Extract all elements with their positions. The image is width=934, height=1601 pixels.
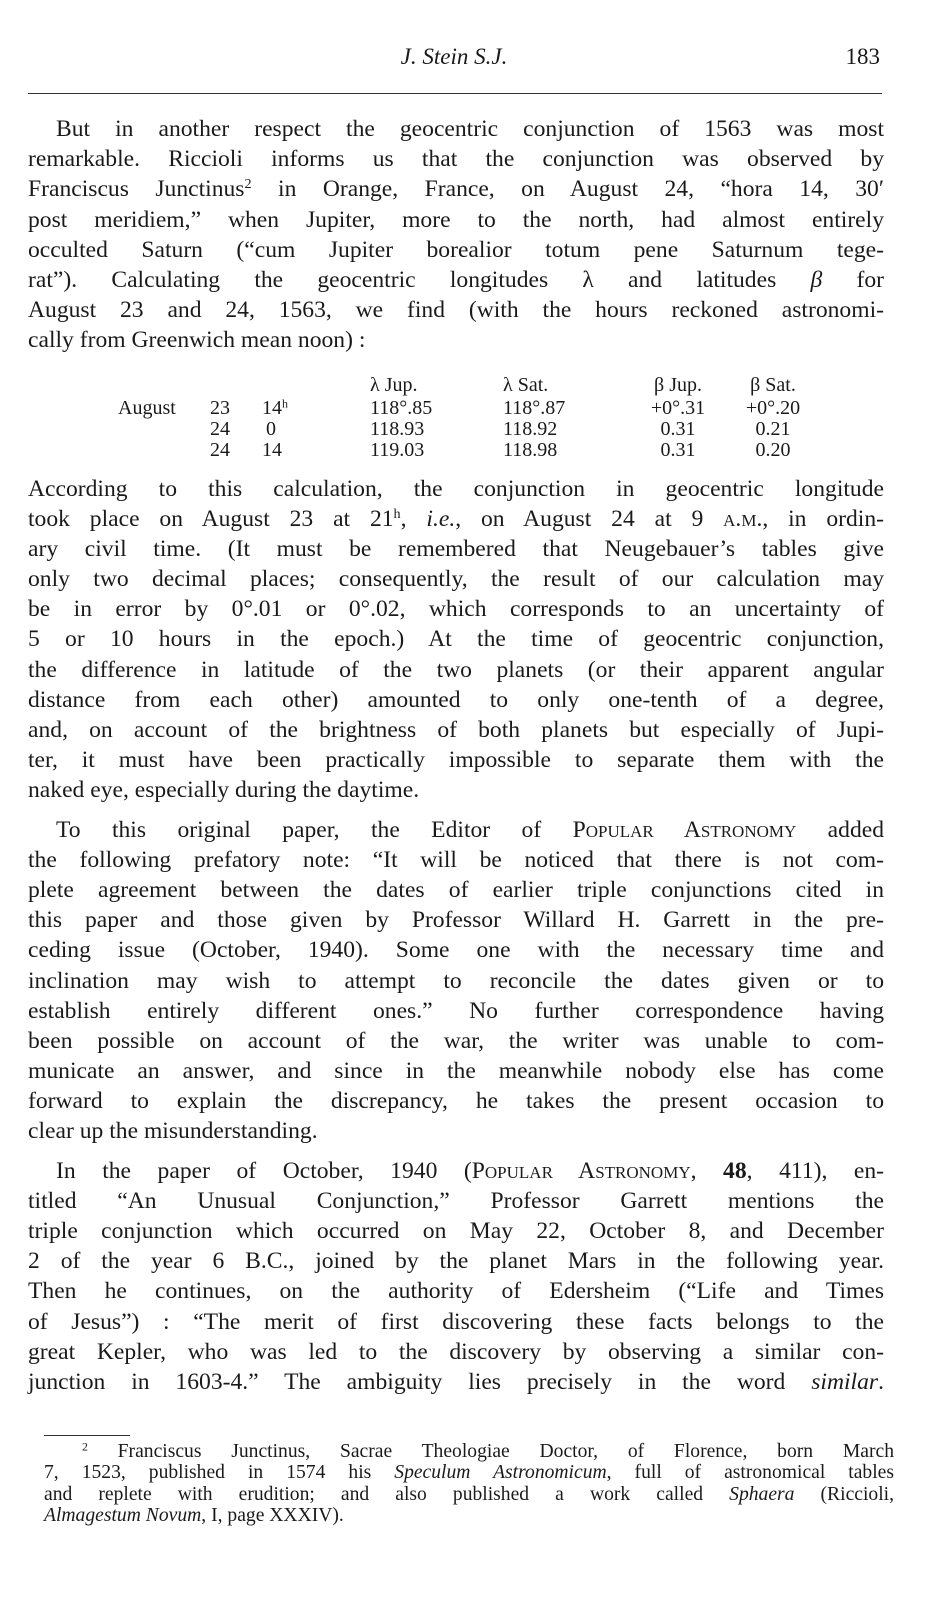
text-line: August 23 and 24, 1563, we find (with the hours reckoned astronomi-	[28, 297, 884, 324]
text-run: In the paper of October, 1940 (	[56, 1157, 472, 1184]
text-line	[28, 265, 884, 295]
col-header	[262, 372, 370, 398]
text-run: .	[878, 1368, 884, 1395]
text-line: ceding issue (October, 1940). Some one with the necessary time and	[28, 937, 884, 964]
text-line: naked eye, especially during the daytime.	[28, 777, 420, 804]
text-line: clear up the misunderstanding.	[28, 1118, 318, 1145]
text-line: only two decimal places; consequently, the result of our calculation may	[28, 566, 884, 593]
paragraph-2	[28, 474, 884, 806]
text-run: , 411), en-	[746, 1157, 885, 1184]
text-line: ary civil time. (It must be remembered that Neugebauer’s tables give	[28, 535, 884, 562]
volume-number: 48	[723, 1157, 747, 1184]
cell-beta-sat: 0.20	[755, 439, 791, 461]
table-row	[118, 440, 813, 461]
cell-month	[118, 440, 210, 461]
cell-lambda-jup: 119.03	[370, 439, 425, 461]
cell-lambda-sat: 118°.87	[503, 397, 566, 419]
beta-symbol: β	[810, 266, 823, 293]
text-line: plete agreement between the dates of earlier triple conjunctions cited in	[28, 876, 884, 903]
text-run: 7, 1523, published in 1574 his	[44, 1462, 395, 1484]
cell-beta-sat: 0.21	[755, 418, 791, 440]
hour-value: 0	[266, 418, 276, 440]
text-line: titled “An Unusual Conjunction,” Professor Garrett mentions the	[28, 1187, 884, 1214]
text-line	[28, 815, 884, 845]
paragraph-4	[28, 1156, 884, 1398]
emphasis: similar	[811, 1368, 879, 1395]
paragraph-gap	[28, 806, 884, 815]
text-run: , I, page XXXIV).	[201, 1505, 344, 1527]
text-run: junction in 1603-4.” The ambiguity lies precisely in the word	[28, 1368, 812, 1395]
col-header	[118, 372, 210, 398]
ephemeris-table	[118, 372, 813, 461]
text-line: triple conjunction which occurred on May 22, October 8, and December	[28, 1218, 884, 1244]
footnote-line	[44, 1462, 894, 1483]
footnote-rule	[44, 1435, 130, 1436]
text-line: forward to explain the discrepancy, he takes the present occasion to	[28, 1088, 884, 1115]
text-line: of Jesus”) : “The merit of first discovering these facts belongs to the	[28, 1308, 884, 1335]
col-header-label: β Jup.	[654, 374, 702, 396]
cell-beta-jup: 0.31	[660, 418, 696, 440]
hour-value: 14	[262, 397, 282, 419]
text-run: took place on August 23 at 21	[28, 505, 394, 532]
cell-lambda-sat: 118.92	[503, 418, 558, 440]
col-header-beta-sat	[733, 372, 813, 398]
text-line: 5 or 10 hours in the epoch.) At the time of geocentric conjunction,	[28, 626, 884, 653]
text-line	[28, 1367, 884, 1397]
footnote-marker: 2	[82, 1440, 88, 1454]
text-run: ,	[690, 1157, 724, 1184]
text-run: , in ordin-	[762, 505, 884, 532]
cell-month: August	[118, 397, 176, 419]
text-line: cally from Greenwich mean noon) :	[28, 327, 366, 354]
text-line	[28, 174, 884, 204]
text-run: rat”). Calculating the geocentric longitudes λ and latitudes	[28, 266, 811, 293]
running-head: J. Stein S.J.	[400, 44, 508, 69]
text-line	[28, 1156, 884, 1186]
col-header-label: λ Sat.	[503, 374, 549, 396]
cell-lambda-jup: 118°.85	[370, 397, 433, 419]
text-run: (Riccioli,	[794, 1483, 894, 1505]
cell-beta-sat: +0°.20	[745, 397, 801, 419]
text-line: municate an answer, and since in the meanwhile nobody else has come	[28, 1058, 884, 1085]
paragraph-gap	[28, 1147, 884, 1156]
text-run: To this original paper, the Editor of	[56, 816, 573, 843]
journal-name: Popular Astronomy	[471, 1157, 691, 1184]
table-row	[118, 398, 813, 419]
footnote-ref: 2	[244, 176, 252, 193]
footnote	[44, 1441, 894, 1527]
text-line: the difference in latitude of the two planets (or their apparent angular	[28, 656, 884, 683]
text-line: the following prefatory note: “It will be noticed that there is not com-	[28, 846, 884, 873]
text-line: remarkable. Riccioli informs us that the conjunction was observed by	[28, 146, 884, 173]
col-header	[210, 372, 262, 398]
cell-hour	[262, 440, 370, 461]
cell-hour	[262, 419, 370, 440]
journal-name: Popular Astronomy	[572, 816, 797, 843]
book-title: Speculum Astronomicum	[394, 1462, 607, 1484]
text-line: But in another respect the geocentric conjunction of 1563 was most	[56, 116, 884, 142]
hour-value: 14	[262, 439, 282, 461]
col-header-lambda-sat	[503, 372, 623, 398]
text-run: Franciscus Junctinus	[28, 176, 245, 203]
book-title: Almagestum Novum	[44, 1505, 202, 1527]
text-line: great Kepler, who was led to the discovery by observing a similar con-	[28, 1338, 884, 1365]
body-text	[28, 114, 884, 1397]
text-line: distance from each other) amounted to only one-tenth of a degree,	[28, 686, 884, 713]
hour-superscript: h	[282, 396, 288, 411]
col-header-label: β Sat.	[750, 374, 796, 396]
text-run: , full of astronomical tables	[606, 1462, 894, 1484]
cell-beta-jup: 0.31	[660, 439, 696, 461]
text-line	[28, 504, 884, 534]
text-run: Franciscus Junctinus, Sacrae Theologiae Doctor, of Florence, born March	[87, 1441, 894, 1462]
cell-day: 24	[210, 439, 230, 461]
text-line: According to this calculation, the conjunction in geocentric longitude	[28, 475, 884, 502]
cell-lambda-sat: 118.98	[503, 439, 558, 461]
hour-superscript: h	[393, 505, 401, 522]
footnote-line	[44, 1441, 894, 1462]
cell-day: 23	[210, 397, 230, 419]
page-header	[28, 42, 880, 76]
header-rule	[28, 93, 882, 94]
col-header-label: λ Jup.	[370, 374, 418, 396]
text-run: for	[822, 266, 884, 293]
text-run: added	[796, 816, 885, 843]
text-line: occulted Saturn (“cum Jupiter borealior totum pene Saturnum tege-	[28, 236, 884, 263]
text-line: inclination may wish to attempt to reconcile the dates given or to	[28, 967, 884, 994]
text-line: 2 of the year 6 B.C., joined by the planet Mars in the following year.	[28, 1248, 884, 1275]
book-title: Sphaera	[729, 1483, 795, 1505]
table-row	[118, 419, 813, 440]
text-line: post meridiem,” when Jupiter, more to the north, had almost entirely	[28, 206, 884, 233]
ie-abbrev: i.e.	[426, 505, 456, 532]
text-line: and, on account of the brightness of both planets but especially of Jupi-	[28, 717, 884, 743]
cell-day: 24	[210, 418, 230, 440]
text-line: establish entirely different ones.” No further correspondence having	[28, 997, 884, 1024]
text-run: in Orange, France, on August 24, “hora 14, 30′	[251, 176, 884, 203]
col-header-lambda-jup	[370, 372, 503, 398]
footnote-line	[44, 1484, 894, 1505]
cell-month	[118, 419, 210, 440]
text-line: been possible on account of the war, the writer was unable to com-	[28, 1027, 884, 1054]
cell-beta-jup: +0°.31	[650, 397, 706, 419]
text-line: Then he continues, on the authority of Edersheim (“Life and Times	[28, 1278, 884, 1305]
footnote-line	[44, 1505, 894, 1526]
text-line: ter, it must have been practically impossible to separate them with the	[28, 747, 884, 774]
paragraph-3	[28, 815, 884, 1147]
table-header-row	[118, 372, 813, 398]
text-line: be in error by 0°.01 or 0°.02, which corresponds to an uncertainty of	[28, 596, 884, 623]
text-run: and replete with erudition; and also published a work called	[44, 1483, 730, 1505]
page-number: 183	[845, 44, 880, 69]
col-header-beta-jup	[623, 372, 733, 398]
am-abbrev: a.m.	[723, 505, 763, 532]
paragraph-1	[28, 114, 884, 356]
cell-lambda-jup: 118.93	[370, 418, 425, 440]
text-run: , on August 24 at 9	[455, 505, 724, 532]
text-line: this paper and those given by Professor Willard H. Garrett in the pre-	[28, 907, 884, 934]
text-run: ,	[400, 505, 427, 532]
cell-hour	[262, 398, 370, 419]
